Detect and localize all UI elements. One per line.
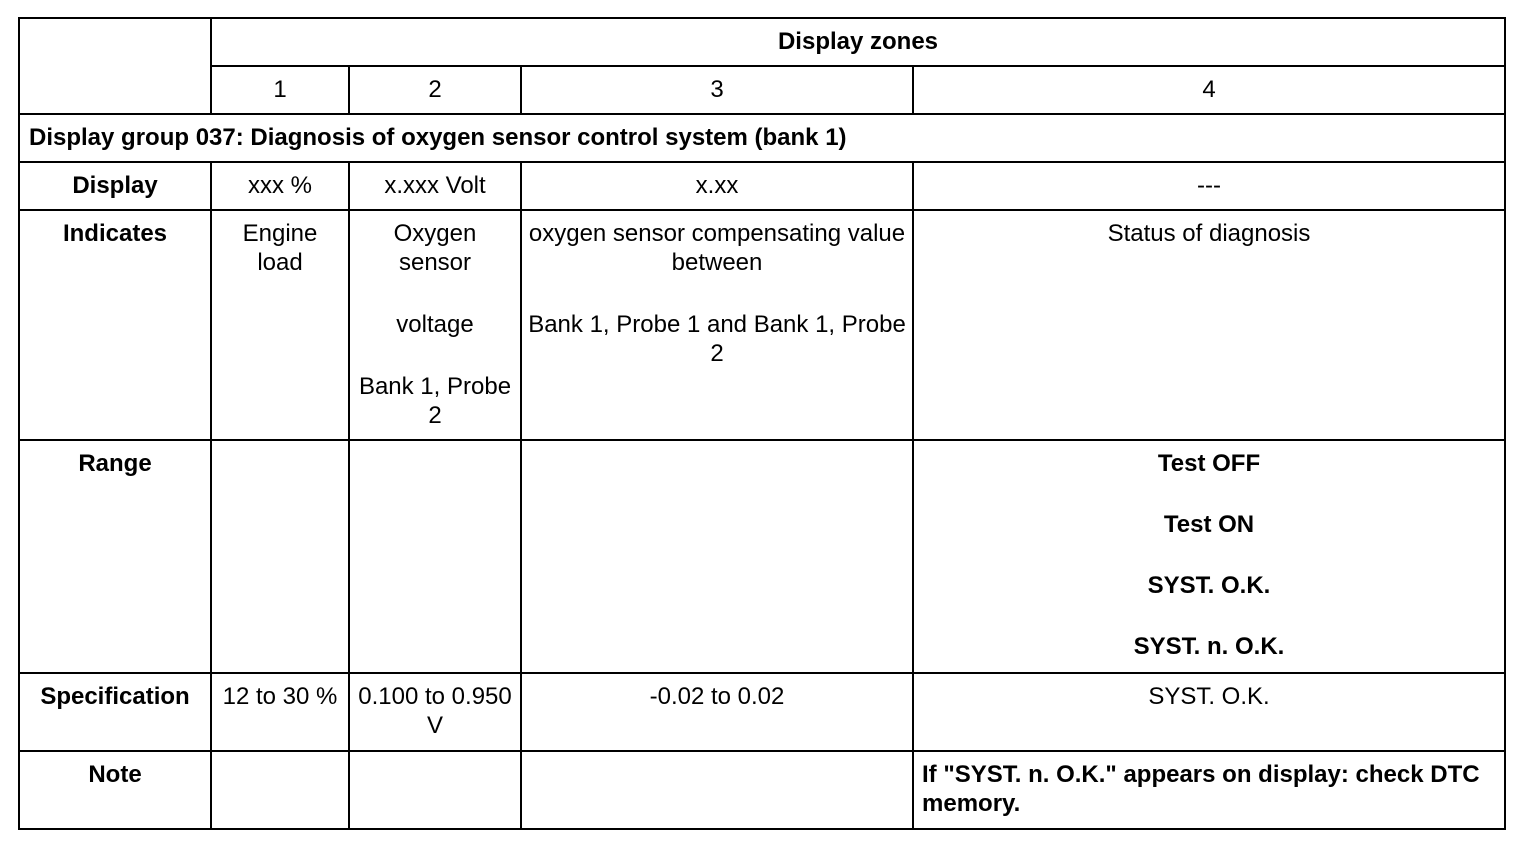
diagnosis-table (18, 17, 1506, 830)
specification-label: Specification (19, 673, 211, 751)
note-zone-1 (211, 751, 349, 829)
display-zone-3: x.xx (521, 162, 913, 210)
indicates-zone-1: Engine load (211, 210, 349, 440)
indicates-zone-3 (521, 210, 913, 440)
zone-number-2: 2 (349, 66, 521, 114)
specification-zone-2: 0.100 to 0.950 V (349, 673, 521, 751)
zone-number-1: 1 (211, 66, 349, 114)
range-zone-3 (521, 440, 913, 673)
note-zone-4: If "SYST. n. O.K." appears on display: check DTC memory. (913, 751, 1505, 829)
range-zone-4 (913, 440, 1505, 673)
range-zone-2 (349, 440, 521, 673)
display-zone-4: --- (913, 162, 1505, 210)
range-syst-ok: SYST. O.K. (1147, 572, 1271, 599)
range-test-off: Test OFF (1157, 450, 1261, 477)
indicates-label: Indicates (19, 210, 211, 440)
specification-zone-3: -0.02 to 0.02 (521, 673, 913, 751)
zone-numbers-row (19, 66, 1505, 114)
indicates-zone-4: Status of diagnosis (913, 210, 1505, 440)
indicates-zone-2-line-1: Oxygen sensor (393, 220, 477, 276)
range-zone-1 (211, 440, 349, 673)
zone-number-3: 3 (521, 66, 913, 114)
display-zone-2: x.xxx Volt (349, 162, 521, 210)
note-zone-3 (521, 751, 913, 829)
specification-zone-4: SYST. O.K. (913, 673, 1505, 751)
indicates-zone-3-line-2: Bank 1, Probe 1 and Bank 1, Probe 2 (528, 311, 906, 367)
zone-number-4: 4 (913, 66, 1505, 114)
indicates-zone-2 (349, 210, 521, 440)
note-row (19, 751, 1505, 829)
specification-zone-1: 12 to 30 % (211, 673, 349, 751)
display-zones-title: Display zones (211, 18, 1505, 66)
indicates-zone-2-line-3: Bank 1, Probe 2 (358, 373, 512, 429)
range-row (19, 440, 1505, 673)
header-row (19, 18, 1505, 66)
range-label: Range (19, 440, 211, 673)
indicates-zone-3-line-1: oxygen sensor compensating value between (528, 220, 906, 276)
display-row (19, 162, 1505, 210)
specification-row (19, 673, 1505, 751)
display-group-title: Display group 037: Diagnosis of oxygen sensor control system (bank 1) (19, 114, 1505, 162)
group-title-row (19, 114, 1505, 162)
note-zone-2 (349, 751, 521, 829)
display-zone-1: xxx % (211, 162, 349, 210)
range-syst-not-ok: SYST. n. O.K. (1133, 633, 1285, 660)
range-test-on: Test ON (1163, 511, 1255, 538)
note-label: Note (19, 751, 211, 829)
corner-cell (19, 18, 211, 114)
display-label: Display (19, 162, 211, 210)
indicates-zone-2-line-2: voltage (396, 311, 474, 338)
indicates-row (19, 210, 1505, 440)
